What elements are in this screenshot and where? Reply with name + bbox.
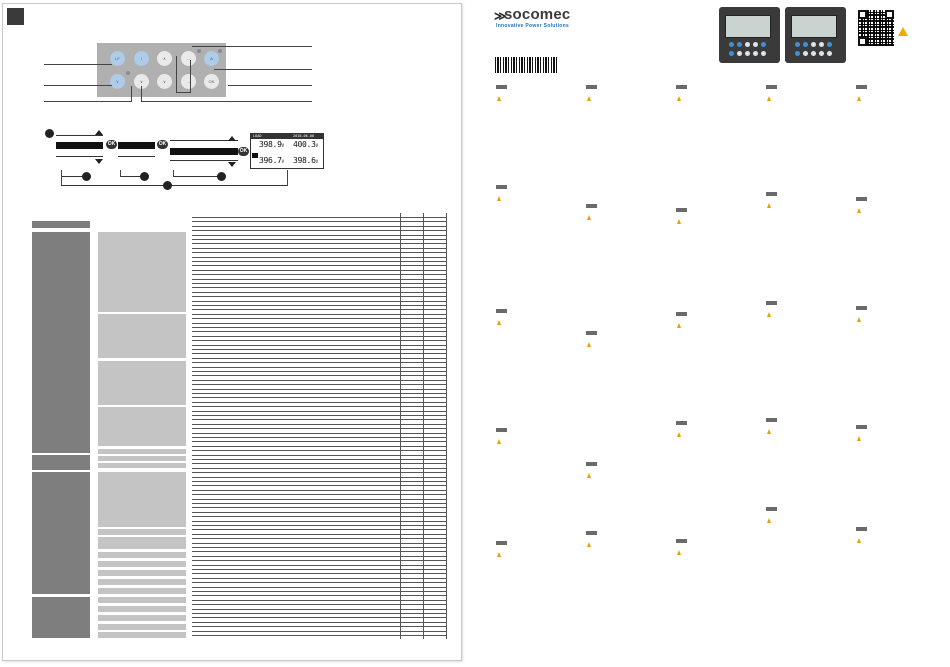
table-row-rule (192, 622, 447, 623)
section-header-marker (496, 428, 507, 432)
brand-mark: ≫ (494, 9, 507, 23)
table-row-rule (192, 323, 447, 324)
warning-icon (857, 436, 861, 441)
warning-icon (767, 312, 771, 317)
table-subgroup-cell (98, 579, 186, 585)
section-header-marker (676, 421, 687, 425)
table-row-rule (192, 494, 447, 495)
brand-name: socomec (504, 6, 571, 23)
table-row-rule (192, 631, 447, 632)
table-subgroup-cell (98, 314, 186, 358)
lcd-reading-v3: 396.7V (259, 156, 284, 165)
qr-finder (858, 10, 867, 19)
return-line (287, 170, 288, 186)
device-photo (719, 7, 780, 63)
table-group-cell (32, 472, 90, 594)
warning-icon (497, 96, 501, 101)
key-down-1: ∨ (134, 74, 149, 89)
section-header-marker (586, 531, 597, 535)
qr-finder (858, 37, 867, 46)
qr-finder (885, 10, 894, 19)
lcd-reading-v4: 398.6V (293, 156, 318, 165)
table-row-rule (192, 226, 447, 227)
arrow-up-icon (228, 136, 236, 141)
table-subgroup-cell (98, 597, 186, 603)
device-screen (791, 15, 837, 38)
qr-code (858, 10, 894, 46)
table-row-rule (192, 309, 447, 310)
step-badge (82, 172, 91, 181)
device-button (803, 42, 808, 47)
ok-badge: OK (239, 148, 248, 154)
brand-logo (494, 6, 594, 32)
table-row-rule (192, 521, 447, 522)
key-up: ∧ (157, 51, 172, 66)
table-subgroup-cell (98, 407, 186, 446)
table-row-rule (192, 485, 447, 486)
table-row-rule (192, 221, 447, 222)
table-row-rule (192, 472, 447, 473)
menu-selected-bar (170, 148, 238, 155)
table-row-rule (192, 609, 447, 610)
table-row-rule (192, 301, 447, 302)
table-row-rule (192, 626, 447, 627)
table-row-rule (192, 490, 447, 491)
warning-icon (587, 215, 591, 220)
key-ok: OK (204, 74, 219, 89)
table-row-rule (192, 538, 447, 539)
warning-icon (587, 542, 591, 547)
menu-table (32, 213, 447, 639)
section-header-marker (766, 507, 777, 511)
table-row-rule (192, 327, 447, 328)
table-row-rule (192, 613, 447, 614)
table-row-rule (192, 345, 447, 346)
ok-badge: OK (107, 141, 116, 147)
table-row-rule (192, 217, 447, 218)
table-subgroup-cell (98, 449, 186, 454)
section-header-marker (676, 539, 687, 543)
device-button (753, 42, 758, 47)
table-subgroup-cell (98, 552, 186, 558)
step-badge (217, 172, 226, 181)
menu-line (170, 160, 238, 161)
return-line (120, 170, 121, 177)
callout-line (176, 56, 177, 93)
table-row-rule (192, 587, 447, 588)
table-group-cell (32, 232, 90, 453)
warning-icon (497, 552, 501, 557)
step-badge (140, 172, 149, 181)
table-row-rule (192, 578, 447, 579)
table-row-rule (192, 358, 447, 359)
device-button (729, 42, 734, 47)
table-row-rule (192, 279, 447, 280)
device-photo (785, 7, 846, 63)
callout-line (44, 101, 131, 102)
section-header-marker (496, 309, 507, 313)
return-line (173, 170, 174, 177)
table-row-rule (192, 230, 447, 231)
table-row-rule (192, 292, 447, 293)
key-down-2: ∨ (157, 74, 172, 89)
menu-selected-bar (56, 142, 103, 149)
table-row-rule (192, 450, 447, 451)
table-row-rule (192, 235, 447, 236)
menu-selected-bar (118, 142, 155, 149)
table-subgroup-cell (98, 232, 186, 312)
table-subgroup-cell (98, 588, 186, 594)
callout-line (176, 92, 190, 93)
table-subgroup-cell (98, 472, 186, 527)
brand-tagline: Innovative Power Solutions (496, 23, 570, 29)
table-row-rule (192, 419, 447, 420)
table-subgroup-cell (98, 615, 186, 621)
table-row-rule (192, 318, 447, 319)
return-line (120, 176, 142, 177)
table-subgroup-cell (98, 624, 186, 630)
lcd-header-left: LOAD (253, 134, 262, 138)
table-row-rule (192, 415, 447, 416)
return-line (173, 176, 219, 177)
table-row-rule (192, 397, 447, 398)
section-header-marker (586, 462, 597, 466)
table-row-rule (192, 257, 447, 258)
section-header-marker (496, 541, 507, 545)
arrow-up-icon (95, 130, 103, 135)
device-button (811, 51, 816, 56)
table-row-rule (192, 296, 447, 297)
table-row-rule (192, 481, 447, 482)
table-row-rule (192, 428, 447, 429)
table-header-cell (32, 221, 90, 228)
table-row-rule (192, 270, 447, 271)
table-row-rule (192, 243, 447, 244)
device-button (803, 51, 808, 56)
key-lf: LF (110, 51, 125, 66)
table-row-rule (192, 362, 447, 363)
table-row-rule (192, 441, 447, 442)
callout-line (44, 85, 112, 86)
section-header-marker (586, 331, 597, 335)
menu-line (56, 156, 103, 157)
step-badge (163, 181, 172, 190)
table-subgroup-cell (98, 561, 186, 567)
device-button (761, 42, 766, 47)
table-row-rule (192, 433, 447, 434)
callout-line (141, 86, 142, 102)
key-right: → (181, 74, 196, 89)
section-header-marker (856, 197, 867, 201)
section-header-marker (586, 85, 597, 89)
table-row-rule (192, 384, 447, 385)
callout-line (141, 101, 312, 102)
table-row-rule (192, 393, 447, 394)
key-a: A (204, 51, 219, 66)
table-row-rule (192, 336, 447, 337)
table-row-rule (192, 331, 447, 332)
warning-icon (898, 27, 908, 36)
section-header-marker (676, 312, 687, 316)
callout-line (192, 46, 312, 47)
warning-icon (497, 320, 501, 325)
key-lf2: ∨ (110, 74, 125, 89)
table-row-rule (192, 512, 447, 513)
table-subgroup-cell (98, 632, 186, 638)
warning-icon (677, 432, 681, 437)
table-row-rule (192, 314, 447, 315)
table-row-rule (192, 604, 447, 605)
device-button (819, 51, 824, 56)
table-row-rule (192, 560, 447, 561)
table-row-rule (192, 287, 447, 288)
table-group-cell (32, 455, 90, 470)
device-button (753, 51, 758, 56)
callout-line (44, 64, 112, 65)
table-column-rule (446, 213, 447, 639)
warning-icon (857, 317, 861, 322)
section-header-marker (766, 301, 777, 305)
table-row-rule (192, 305, 447, 306)
section-header-marker (856, 527, 867, 531)
device-button (827, 42, 832, 47)
table-row-rule (192, 283, 447, 284)
table-row-rule (192, 252, 447, 253)
table-row-rule (192, 239, 447, 240)
lcd-display (250, 133, 324, 169)
table-row-rule (192, 265, 447, 266)
table-row-rule (192, 507, 447, 508)
table-row-rule (192, 534, 447, 535)
table-row-rule (192, 477, 447, 478)
table-row-rule (192, 248, 447, 249)
table-row-rule (192, 573, 447, 574)
status-led (197, 49, 201, 53)
warning-icon (587, 473, 591, 478)
lcd-reading-v1: 398.9V (259, 140, 284, 149)
table-row-rule (192, 551, 447, 552)
warning-icon (677, 323, 681, 328)
return-line (61, 177, 62, 185)
callout-line (190, 60, 191, 93)
lcd-reading-v2: 400.3V (293, 140, 318, 149)
device-button (795, 51, 800, 56)
device-screen (725, 15, 771, 38)
section-header-marker (496, 185, 507, 189)
section-header-marker (586, 204, 597, 208)
table-column-rule (400, 213, 401, 639)
table-row-rule (192, 367, 447, 368)
table-subgroup-cell (98, 570, 186, 576)
table-row-rule (192, 459, 447, 460)
callout-line (214, 69, 312, 70)
section-header-marker (676, 85, 687, 89)
device-button (795, 42, 800, 47)
table-row-rule (192, 565, 447, 566)
status-led (218, 49, 222, 53)
ok-badge: OK (158, 141, 167, 147)
table-row-rule (192, 340, 447, 341)
section-header-marker (766, 85, 777, 89)
key-back: ← (181, 51, 196, 66)
warning-icon (497, 439, 501, 444)
table-group-cell (32, 597, 90, 638)
table-row-rule (192, 424, 447, 425)
device-button (827, 51, 832, 56)
device-button (729, 51, 734, 56)
section-header-marker (496, 85, 507, 89)
table-subgroup-cell (98, 537, 186, 549)
status-led (126, 71, 130, 75)
table-row-rule (192, 600, 447, 601)
table-row-rule (192, 389, 447, 390)
arrow-down-icon (228, 162, 236, 167)
table-row-rule (192, 499, 447, 500)
device-button (761, 51, 766, 56)
table-row-rule (192, 463, 447, 464)
section-tab (7, 8, 24, 25)
table-row-rule (192, 529, 447, 530)
return-line (61, 185, 287, 186)
table-subgroup-cell (98, 529, 186, 535)
section-header-marker (856, 306, 867, 310)
warning-icon (767, 429, 771, 434)
table-row-rule (192, 261, 447, 262)
warning-icon (587, 342, 591, 347)
table-subgroup-cell (98, 456, 186, 461)
warning-icon (857, 538, 861, 543)
table-subgroup-cell (98, 606, 186, 612)
return-line (61, 170, 62, 177)
barcode (495, 57, 559, 73)
section-header-marker (676, 208, 687, 212)
table-row-rule (192, 353, 447, 354)
table-subgroup-cell (98, 361, 186, 405)
table-row-rule (192, 380, 447, 381)
table-row-rule (192, 516, 447, 517)
table-row-rule (192, 582, 447, 583)
warning-icon (767, 518, 771, 523)
lcd-side-marker (252, 153, 258, 158)
section-header-marker (766, 418, 777, 422)
section-header-marker (766, 192, 777, 196)
table-row-rule (192, 503, 447, 504)
table-row-rule (192, 371, 447, 372)
table-row-rule (192, 468, 447, 469)
table-row-rule (192, 349, 447, 350)
menu-line (118, 156, 155, 157)
callout-line (228, 85, 312, 86)
section-header-marker (856, 85, 867, 89)
device-button (819, 42, 824, 47)
arrow-down-icon (95, 159, 103, 164)
step-badge (45, 129, 54, 138)
table-row-rule (192, 591, 447, 592)
warning-icon (497, 196, 501, 201)
device-button (811, 42, 816, 47)
lcd-header-right: 2018-06-06 (293, 134, 315, 138)
table-row-rule (192, 274, 447, 275)
table-row-rule (192, 556, 447, 557)
table-row-rule (192, 455, 447, 456)
table-row-rule (192, 446, 447, 447)
device-button (745, 51, 750, 56)
device-button (737, 42, 742, 47)
warning-icon (857, 208, 861, 213)
warning-icon (767, 203, 771, 208)
table-row-rule (192, 617, 447, 618)
callout-line (131, 86, 132, 102)
keypad-illustration (97, 43, 226, 97)
warning-icon (677, 550, 681, 555)
warning-icon (857, 96, 861, 101)
table-row-rule (192, 411, 447, 412)
warning-icon (677, 219, 681, 224)
key-i: I (134, 51, 149, 66)
table-row-rule (192, 402, 447, 403)
table-column-rule (423, 213, 424, 639)
table-row-rule (192, 437, 447, 438)
warning-icon (677, 96, 681, 101)
menu-line (56, 135, 103, 136)
table-row-rule (192, 525, 447, 526)
warning-icon (767, 96, 771, 101)
device-button (737, 51, 742, 56)
table-row-rule (192, 375, 447, 376)
table-row-rule (192, 543, 447, 544)
table-subgroup-cell (98, 463, 186, 468)
table-row-rule (192, 595, 447, 596)
table-row-rule (192, 547, 447, 548)
section-header-marker (856, 425, 867, 429)
device-button (745, 42, 750, 47)
warning-icon (587, 96, 591, 101)
lcd-header (251, 134, 323, 139)
table-row-rule (192, 635, 447, 636)
table-row-rule (192, 569, 447, 570)
table-row-rule (192, 406, 447, 407)
